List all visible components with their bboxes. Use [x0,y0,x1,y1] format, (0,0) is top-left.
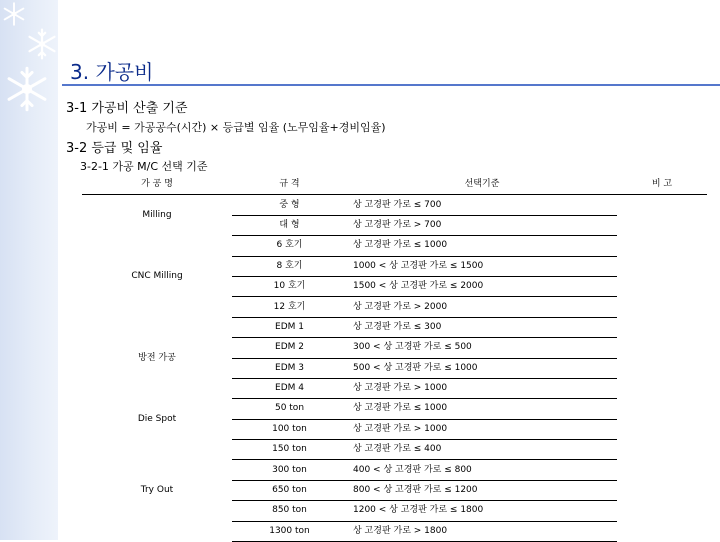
page-title: 3. 가공비 [70,60,154,84]
note-cell [617,440,707,460]
criteria-cell: 1200 < 상 고경판 가로 ≤ 1800 [347,501,617,521]
criteria-cell: 300 < 상 고경판 가로 ≤ 500 [347,338,617,358]
spec-cell: 100 ton [232,419,347,439]
column-header: 비 고 [617,175,707,195]
note-cell [617,276,707,296]
category-cell: 방전 가공 [138,352,176,363]
table-row [82,440,707,460]
criteria-cell: 상 고경판 가로 > 1000 [347,378,617,398]
note-cell [617,378,707,398]
table-row [82,317,707,337]
note-cell [617,501,707,521]
column-header: 선택기준 [347,175,617,195]
criteria-cell: 상 고경판 가로 > 1000 [347,419,617,439]
column-header: 규 격 [232,175,347,195]
category-cell: CNC Milling [131,270,183,281]
snowflake-icon [4,66,50,112]
snowflake-icon [26,28,58,60]
spec-cell: 중 형 [232,195,347,215]
note-cell [617,338,707,358]
note-cell [617,317,707,337]
criteria-cell: 상 고경판 가로 ≤ 400 [347,440,617,460]
table-row [82,399,707,419]
snowflake-icon [2,2,26,26]
spec-cell: 12 호기 [232,297,347,317]
criteria-cell: 상 고경판 가로 ≤ 300 [347,317,617,337]
machine-selection-table [82,175,707,542]
criteria-cell: 400 < 상 고경판 가로 ≤ 800 [347,460,617,480]
criteria-cell: 상 고경판 가로 ≤ 700 [347,195,617,215]
table-row [82,195,707,215]
criteria-cell: 상 고경판 가로 > 700 [347,215,617,235]
spec-cell: EDM 1 [232,317,347,337]
note-cell [617,297,707,317]
note-cell [617,419,707,439]
spec-cell: 650 ton [232,480,347,500]
spec-cell: 6 호기 [232,236,347,256]
criteria-cell: 1500 < 상 고경판 가로 ≤ 2000 [347,276,617,296]
spec-cell: 850 ton [232,501,347,521]
note-cell [617,195,707,215]
criteria-cell: 상 고경판 가로 ≤ 1000 [347,399,617,419]
column-header: 가 공 명 [82,175,232,195]
criteria-cell: 상 고경판 가로 > 1800 [347,521,617,541]
note-cell [617,521,707,541]
subsection-heading: 3-2-1 가공 M/C 선택 기준 [80,160,208,173]
formula-text: 가공비 = 가공공수(시간) × 등급별 임율 (노무임율+경비임율) [86,121,386,134]
category-cell: Try Out [140,485,174,496]
section-heading: 3-2 등급 및 임율 [66,141,163,156]
spec-cell: 8 호기 [232,256,347,276]
note-cell [617,480,707,500]
spec-cell: 대 형 [232,215,347,235]
spec-cell: 1300 ton [232,521,347,541]
table-body [82,195,707,542]
note-cell [617,215,707,235]
spec-cell: 300 ton [232,460,347,480]
table-header-row [82,175,707,195]
section-heading: 3-1 가공비 산출 기준 [66,101,188,116]
note-cell [617,236,707,256]
spec-cell: EDM 3 [232,358,347,378]
note-cell [617,399,707,419]
spec-cell: EDM 4 [232,378,347,398]
table-row [82,236,707,256]
criteria-cell: 상 고경판 가로 ≤ 1000 [347,236,617,256]
note-cell [617,358,707,378]
spec-cell: 10 호기 [232,276,347,296]
spec-cell: 150 ton [232,440,347,460]
criteria-cell: 1000 < 상 고경판 가로 ≤ 1500 [347,256,617,276]
spec-cell: EDM 2 [232,338,347,358]
category-cell: Milling [142,210,172,221]
criteria-cell: 500 < 상 고경판 가로 ≤ 1000 [347,358,617,378]
title-divider [62,84,720,86]
note-cell [617,256,707,276]
note-cell [617,460,707,480]
criteria-cell: 상 고경판 가로 > 2000 [347,297,617,317]
category-cell: Die Spot [137,413,177,424]
spec-cell: 50 ton [232,399,347,419]
criteria-cell: 800 < 상 고경판 가로 ≤ 1200 [347,480,617,500]
